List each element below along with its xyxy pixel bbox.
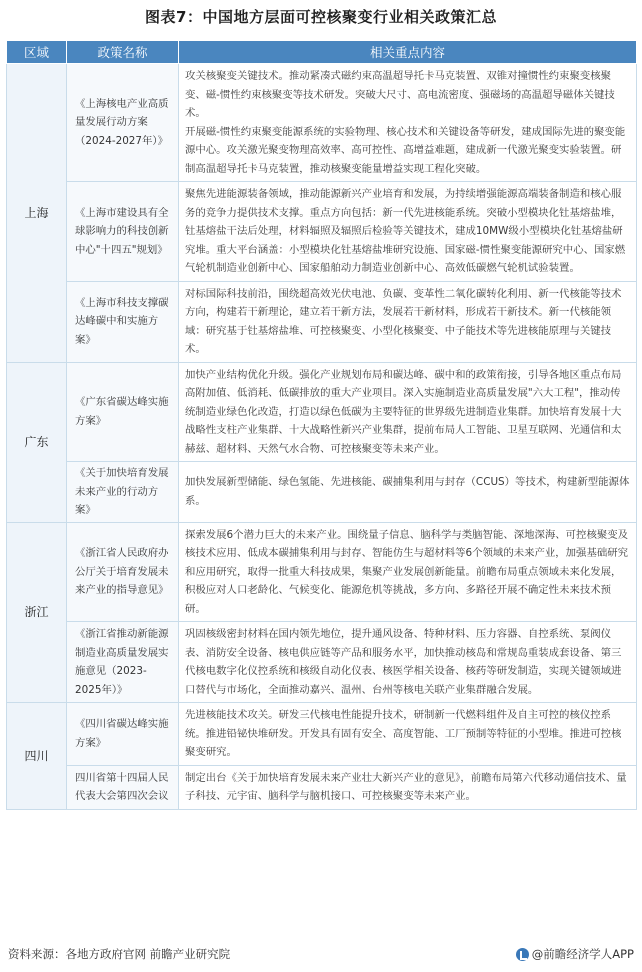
content-paragraph: 攻关核聚变关键技术。推动紧凑式磁约束高温超导托卡马克装置、双锥对撞惯性约束聚变核聚变、磁-惯性约束核聚变等技术研发。突破大尺寸、高电流密度、强磁场的高温超导磁体关键技术。 [185,70,615,119]
page-title: 图表7：中国地方层面可控核聚变行业相关政策汇总 [145,8,497,26]
brand-label: @前瞻经济学人APP [531,947,634,961]
content-paragraph: 巩固核级密封材料在国内领先地位，提升通风设备、特种材料、压力容器、自控系统、泵阀仪表、消防安全设备、核电供应链等产品和服务水平，加快推动核岛和常规岛重装成套设备、第三代核电数字化仪控系统和核级自动化仪表、核医学相关设备、核药等研发制造，实现关键领域进口替代与市场化，全面推动嘉兴、温州、台州等核电关联产业集群融合发展。 [185,628,622,696]
table-row [7,622,637,703]
policy-content [179,462,637,523]
policy-name: 《广东省碳达峰实施方案》 [67,362,179,462]
content-paragraph: 探索发展6个潜力巨大的未来产业。围绕量子信息、脑科学与类脑智能、深地深海、可控核聚变及核技术应用、低成本碳捕集利用与封存、智能仿生与超材料等6个领域的未来产业，加强基础研究和应用研究，取得一批重大科技成果，集聚产业发展创新能量。前瞻布局重点领域未来化发展，积极应对人口老龄化、气候变化、能源危机等挑战，多方向、多路径开展不确定性未来技术预研。 [185,528,629,615]
policy-name: 《上海核电产业高质量发展行动方案（2024-2027年）》 [67,64,179,182]
policy-name: 《关于加快培育发展未来产业的行动方案》 [67,462,179,523]
policy-content [179,64,637,182]
policy-name: 《浙江省人民政府办公厅关于培育发展未来产业的指导意见》 [67,522,179,622]
content-paragraph: 加快产业结构优化升级。强化产业规划布局和碳达峰、碳中和的政策衔接，引导各地区重点布局高附加值、低消耗、低碳排放的重大产业项目。深入实施制造业高质量发展"六大工程"，推动传统制造业绿色化改造，打造以绿色低碳为主要特征的世界级先进制造业集群。加快培育发展十大战略性支柱产业集群、十大战略性新兴产业集群，提前布局人工智能、卫星互联网、光通信和太赫兹、超材料、天然气水合物、可控核聚变等未来产业。 [185,368,622,455]
policy-content [179,182,637,282]
brand-credit [516,946,634,962]
region-cell: 浙江 [7,522,67,703]
region-cell: 上海 [7,64,67,363]
policy-name: 《上海市建设具有全球影响力的科技创新中心"十四五"规划》 [67,182,179,282]
table-row [7,703,637,766]
policy-content [179,622,637,703]
content-paragraph: 聚焦先进能源装备领域，推动能源新兴产业培育和发展，为持续增强能源高端装备制造和核心服务的竞争力提供技术支撑。重点方向包括：新一代先进核能系统。突破小型模块化钍基熔盐堆，钍基熔盐干法后处理，材料辐照及辐照后检验等关键技术，建成10MW级小型模块化钍基熔盐研究堆。重大平台涵盖：小型模块化钍基熔盐堆研究设施、国家磁-惯性聚变能源研究中心、国家燃气轮机制造业创新中心、国家船舶动力制造业创新中心、高效低碳燃气轮机试验装置。 [185,188,626,274]
table-row [7,281,637,362]
region-cell: 四川 [7,703,67,810]
table-row [7,362,637,462]
brand-logo-icon [516,948,529,961]
content-paragraph: 对标国际科技前沿，围绕超高效光伏电池、负碳、变革性二氧化碳转化利用、新一代核能等技术方向，构建若干新理论，建立若干新方法，发展若干新材料，形成若干新技术。新一代核能领域：研究基于钍基熔盐堆、可控核聚变、小型化核聚变、中子能技术等先进核能原理与关键技术。 [185,287,622,355]
policy-content [179,522,637,622]
table-row [7,765,637,809]
policy-name: 《四川省碳达峰实施方案》 [67,703,179,766]
header-content: 相关重点内容 [179,41,637,64]
header-region: 区域 [7,41,67,64]
table-row [7,522,637,622]
footer [8,946,634,962]
table-row [7,182,637,282]
policy-content [179,281,637,362]
header-policy: 政策名称 [67,41,179,64]
region-cell: 广东 [7,362,67,522]
table-header-row [7,41,637,64]
policy-name: 四川省第十四届人民代表大会第四次会议 [67,765,179,809]
table-row [7,64,637,182]
policy-content [179,765,637,809]
content-paragraph: 先进核能技术攻关。研发三代核电性能提升技术，研制新一代燃料组件及自主可控的核仪控系统。推进铅铋快堆研发。开发具有固有安全、高度智能、工厂预制等特征的小型堆。推进可控核聚变研究。 [185,709,622,758]
source-note: 资料来源：各地方政府官网 前瞻产业研究院 [8,947,231,961]
table-row [7,462,637,523]
content-paragraph: 制定出台《关于加快培育发展未来产业壮大新兴产业的意见》，前瞻布局第六代移动通信技术、量子科技、元宇宙、脑科学与脑机接口、可控核聚变等未来产业。 [185,771,627,802]
policy-table [6,40,637,810]
content-paragraph: 开展磁-惯性约束聚变能源系统的实验物理、核心技术和关键设备等研发，建成国际先进的聚变能源中心。攻关激光聚变物理高效率、高可控性、高增益难题，建成新一代激光聚变实验装置。研制高温超导托卡马克装置，推动核聚变能量增益实现工程化突破。 [185,125,626,175]
policy-name: 《浙江省推动新能源制造业高质量发展实施意见（2023-2025年）》 [67,622,179,703]
policy-name: 《上海市科技支撑碳达峰碳中和实施方案》 [67,281,179,362]
policy-content [179,703,637,766]
policy-content [179,362,637,462]
content-paragraph: 加快发展新型储能、绿色氢能、先进核能、碳捕集利用与封存（CCUS）等技术，构建新型能源体系。 [185,476,630,507]
